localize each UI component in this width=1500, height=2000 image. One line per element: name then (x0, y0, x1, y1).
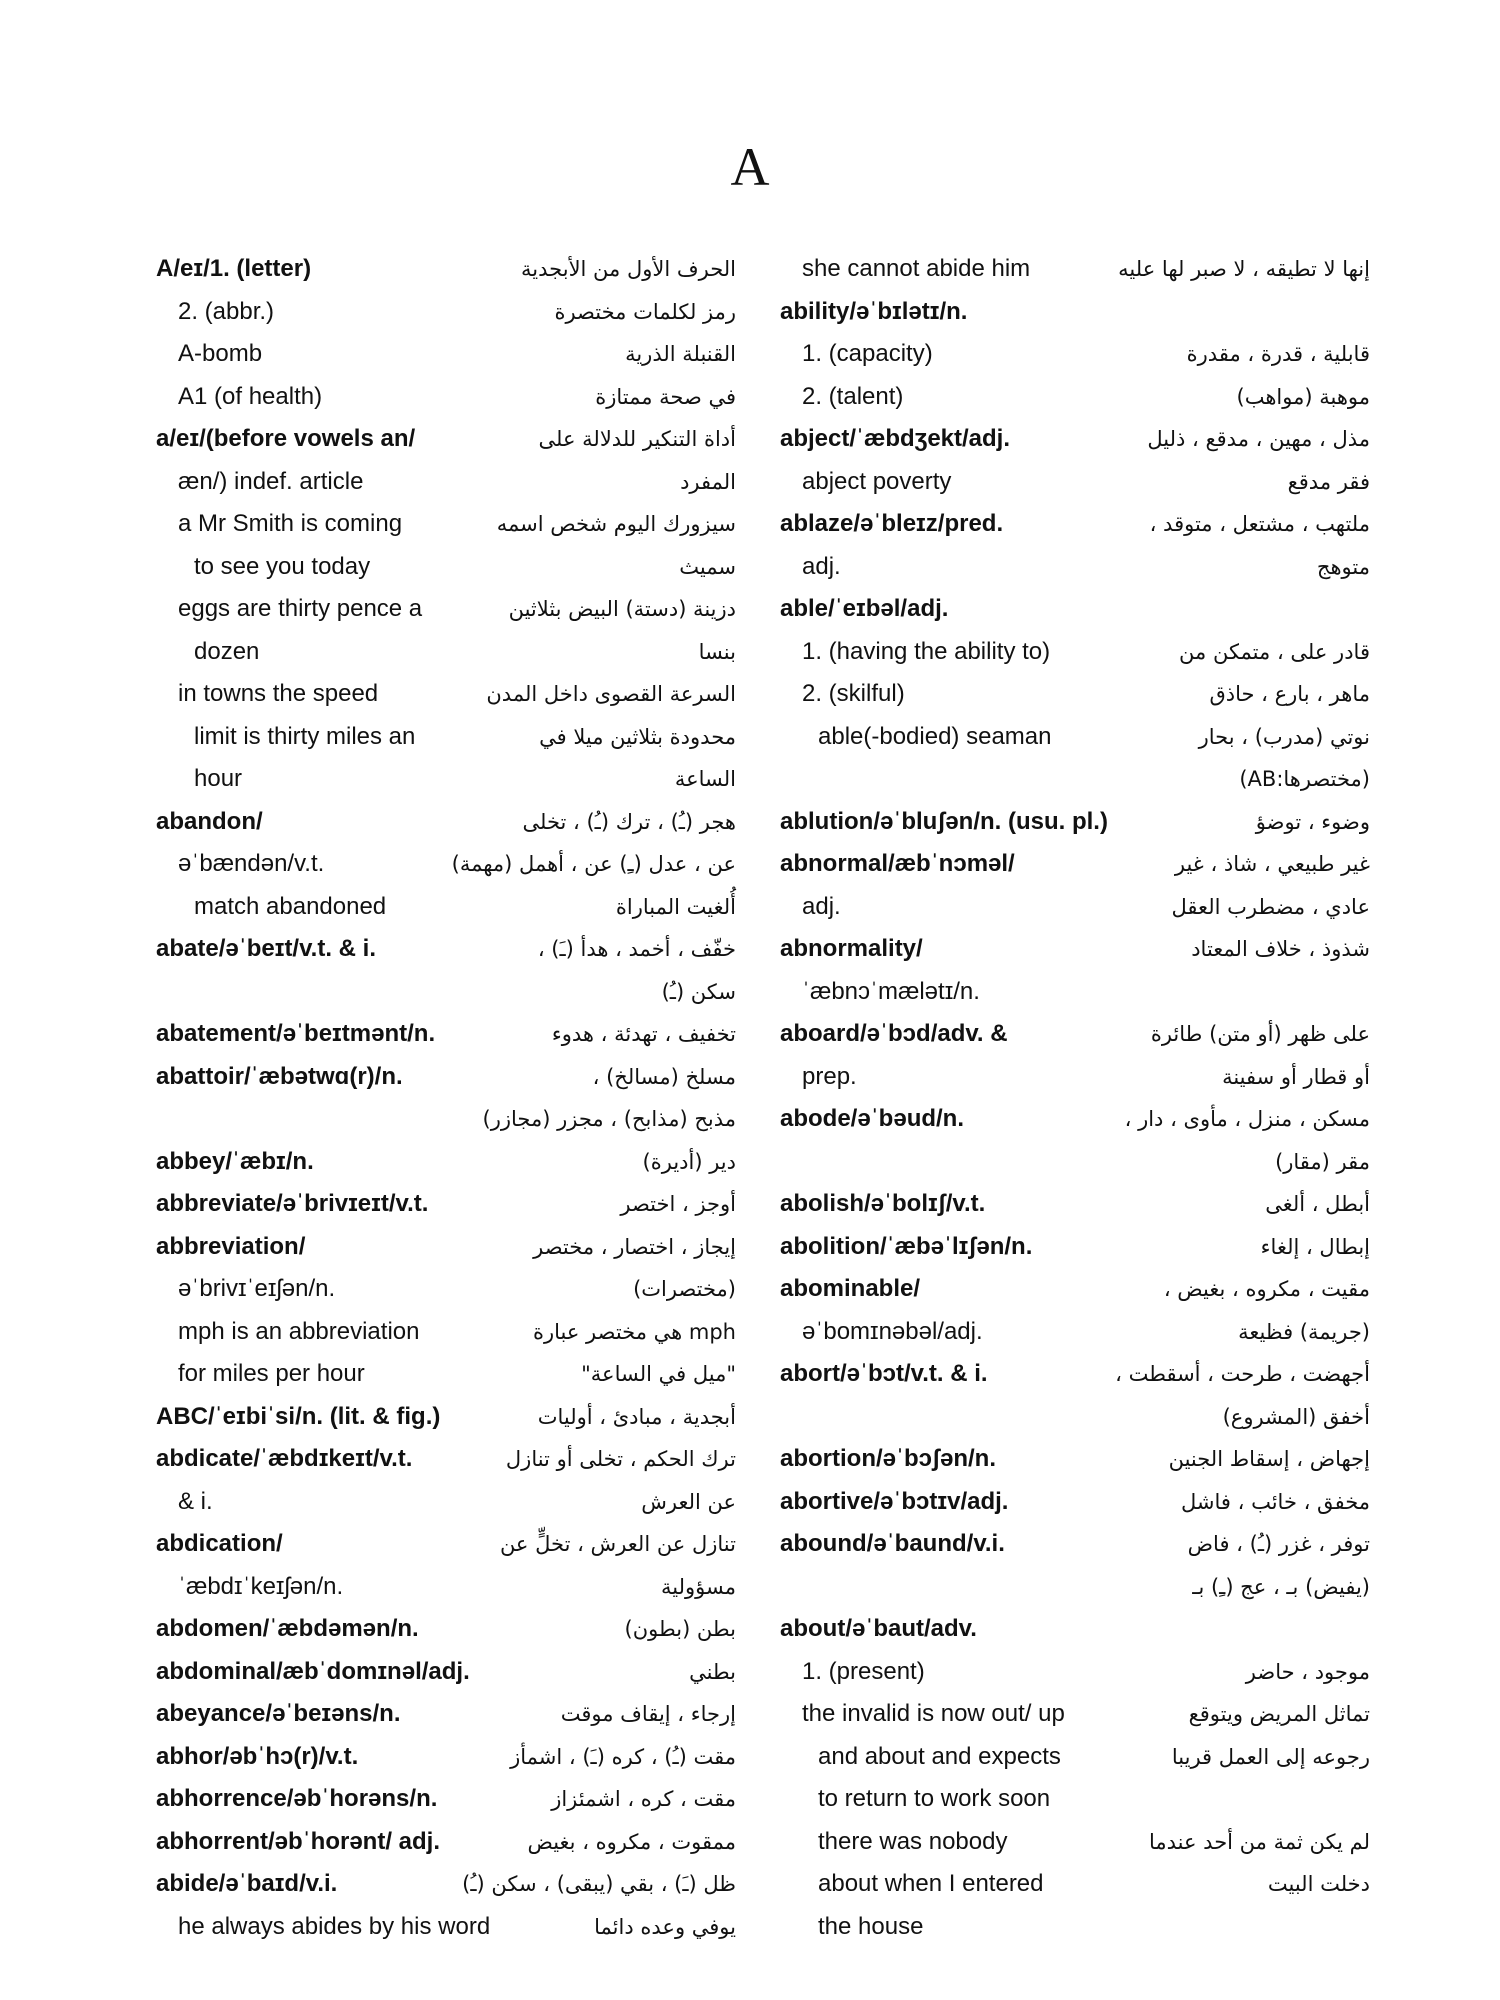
arabic-translation: إرجاء ، إيقاف موقت (560, 1702, 736, 1726)
english-text: prep. (802, 1062, 857, 1090)
headword: abject/ˈæbdʒekt/adj. (780, 425, 1011, 452)
arabic-translation: هجر (ـُ) ، ترك (ـُ) ، تخلى (522, 809, 736, 834)
entry-line (156, 631, 736, 674)
arabic-translation: ترك الحكم ، تخلى أو تنازل (505, 1447, 736, 1471)
entry-line (780, 461, 1370, 504)
entry-line (156, 1013, 736, 1056)
arabic-translation: عن ، عدل (ـِ) عن ، أهمل (مهمة) (451, 852, 736, 876)
arabic-translation: عن العرش (641, 1489, 736, 1514)
entry-line (780, 673, 1370, 716)
arabic-translation: المفرد (680, 469, 736, 494)
arabic-translation: مسكن ، منزل ، مأوى ، دار ، (1124, 1107, 1370, 1131)
arabic-translation: تماثل المريض ويتوقع (1188, 1702, 1370, 1726)
arabic-translation: "ميل في الساعة" (581, 1362, 736, 1386)
arabic-translation: دزينة (دستة) البيض بثلاثين (508, 597, 736, 621)
entry-line (780, 1778, 1370, 1821)
entry-line (780, 1268, 1370, 1311)
entry-line (156, 971, 736, 1014)
entry-line (156, 1693, 736, 1736)
entry-line (780, 631, 1370, 674)
headword: abolition/ˈæbəˈlɪʃən/n. (780, 1232, 1033, 1260)
arabic-translation: دير (أديرة) (642, 1149, 736, 1174)
entry-line (156, 758, 736, 801)
arabic-translation: mph هي مختصر عبارة (532, 1319, 736, 1344)
entry-line (156, 673, 736, 716)
arabic-translation: تنازل عن العرش ، تخلٍّ عن (499, 1532, 736, 1556)
entry-line (156, 716, 736, 759)
entry-line (780, 546, 1370, 589)
entry-line (780, 376, 1370, 419)
arabic-translation: سكن (ـُ) (661, 979, 736, 1004)
headword: aboard/əˈbɔd/adv. & (780, 1020, 1008, 1047)
headword: ability/əˈbɪlətɪ/n. (780, 297, 968, 325)
arabic-translation: (مختصرات) (633, 1277, 736, 1301)
entry-line (780, 291, 1370, 334)
arabic-translation: رجوعه إلى العمل قريبا (1171, 1744, 1370, 1769)
entry-line (780, 886, 1370, 929)
entry-line (780, 503, 1370, 546)
arabic-translation: بطن (بطون) (624, 1617, 736, 1641)
arabic-translation: بطني (689, 1659, 736, 1684)
arabic-translation: أخفق (المشروع) (1222, 1404, 1370, 1429)
headword: abeyance/əˈbeɪəns/n. (156, 1700, 401, 1727)
entry-line (156, 1778, 736, 1821)
arabic-translation: (جريمة) فظيعة (1238, 1319, 1370, 1344)
arabic-translation: تخفيف ، تهدئة ، هدوء (551, 1022, 736, 1046)
headword: A/eɪ/1. (letter) (156, 255, 312, 282)
entry-line (156, 1736, 736, 1779)
english-text: 2. (abbr.) (178, 297, 275, 325)
headword: abide/əˈbaɪd/v.i. (156, 1870, 338, 1897)
entry-line (780, 588, 1370, 631)
english-text: 2. (talent) (802, 382, 904, 410)
entry-line (156, 248, 736, 291)
headword: abortion/əˈbɔʃən/n. (780, 1445, 996, 1472)
entry-line (780, 1523, 1370, 1566)
arabic-translation: أوجز ، اختصر (620, 1192, 736, 1216)
entry-line (156, 1651, 736, 1694)
section-letter: A (730, 137, 770, 197)
english-text: the house (818, 1912, 924, 1940)
entry-line (156, 1226, 736, 1269)
arabic-translation: قادر على ، متمكن من (1179, 639, 1370, 664)
arabic-translation: دخلت البيت (1267, 1872, 1370, 1896)
entry-line (780, 1056, 1370, 1099)
entry-line (780, 1226, 1370, 1269)
entry-line (156, 1821, 736, 1864)
headword: a/eɪ/(before vowels an/ (156, 425, 416, 452)
entry-line (780, 1311, 1370, 1354)
arabic-translation: مذبح (مذابح) ، مجزر (مجازر) (482, 1107, 736, 1131)
arabic-translation: توفر ، غزر (ـُ) ، فاض (1187, 1532, 1370, 1556)
english-text: for miles per hour (178, 1360, 365, 1387)
arabic-translation: أو قطار أو سفينة (1222, 1064, 1370, 1089)
headword: abnormal/æbˈnɔməl/ (780, 850, 1015, 877)
arabic-translation: إجهاض ، إسقاط الجنين (1168, 1447, 1370, 1471)
headword: abdication/ (156, 1530, 283, 1557)
entry-line (780, 1396, 1370, 1439)
arabic-translation: بنسا (698, 639, 736, 664)
entry-line (156, 843, 736, 886)
english-text: she cannot abide him (802, 255, 1031, 282)
entry-line (780, 418, 1370, 461)
english-text: match abandoned (194, 892, 387, 920)
entry-line (156, 1268, 736, 1311)
arabic-translation: محدودة بثلاثين ميلا في (539, 724, 736, 749)
english-text: A-bomb (178, 340, 263, 367)
headword: abhorrent/əbˈhorənt/ adj. (156, 1827, 441, 1855)
entry-line (156, 1098, 736, 1141)
english-text: he always abides by his word (178, 1912, 491, 1940)
arabic-translation: مقت ، كره ، اشمئزاز (551, 1787, 736, 1811)
english-text: the invalid is now out/ up (802, 1700, 1065, 1727)
arabic-translation: غير طبيعي ، شاذ ، غير (1174, 852, 1370, 876)
entry-line (780, 1821, 1370, 1864)
arabic-translation: في صحة ممتازة (595, 384, 736, 409)
english-text: & i. (178, 1487, 213, 1515)
arabic-translation: أُلغيت المباراة (615, 894, 736, 919)
arabic-translation: إنها لا تطيقه ، لا صبر لها عليه (1118, 257, 1370, 281)
arabic-translation: مذل ، مهين ، مدقع ، ذليل (1147, 427, 1370, 451)
headword: about/əˈbaut/adv. (780, 1615, 977, 1642)
english-text: əˈbændən/v.t. (178, 850, 325, 877)
arabic-translation: مقر (مقار) (1275, 1149, 1370, 1174)
headword: abbreviation/ (156, 1232, 306, 1260)
entry-line (780, 1438, 1370, 1481)
arabic-translation: يوفي وعده دائما (594, 1914, 736, 1939)
entry-line (780, 333, 1370, 376)
english-text: able(-bodied) seaman (818, 722, 1052, 750)
arabic-translation: شذوذ ، خلاف المعتاد (1191, 937, 1370, 961)
entry-line (156, 1438, 736, 1481)
arabic-translation: الحرف الأول من الأبجدية (521, 257, 736, 281)
arabic-translation: ظل (ـَ) ، بقي (يبقى) ، سكن (ـُ) (462, 1872, 736, 1896)
entry-line (156, 1863, 736, 1906)
arabic-translation: مخفق ، خائب ، فاشل (1181, 1489, 1370, 1514)
english-text: eggs are thirty pence a (178, 595, 423, 622)
entry-line (156, 376, 736, 419)
entry-line (156, 291, 736, 334)
entry-line (156, 546, 736, 589)
entry-line (156, 1906, 736, 1949)
arabic-translation: (مختصرها:AB) (1239, 767, 1370, 791)
arabic-translation: مقت (ـُ) ، كره (ـَ) ، اشمأز (510, 1744, 736, 1769)
english-text: hour (194, 765, 243, 792)
arabic-translation: وضوء ، توضؤ (1255, 809, 1370, 834)
english-text: ˈæbnɔˈmælətɪ/n. (802, 977, 980, 1005)
entry-line (156, 1481, 736, 1524)
english-text: ˈæbdɪˈkeɪʃən/n. (178, 1572, 344, 1600)
headword: abate/əˈbeɪt/v.t. & i. (156, 935, 376, 962)
right-column (780, 248, 1370, 1958)
entry-line (780, 1736, 1370, 1779)
arabic-translation: إيجاز ، اختصار ، مختصر (533, 1234, 736, 1259)
headword: ablaze/əˈbleɪz/pred. (780, 510, 1004, 537)
arabic-translation: رمز لكلمات مختصرة (554, 299, 736, 324)
entry-line (156, 886, 736, 929)
entry-line (780, 1183, 1370, 1226)
english-text: dozen (194, 637, 260, 665)
entry-line (156, 1566, 736, 1609)
entry-line (780, 1566, 1370, 1609)
headword: abdomen/ˈæbdəmən/n. (156, 1615, 419, 1642)
english-text: adj. (802, 892, 841, 920)
entry-line (156, 1311, 736, 1354)
left-column (156, 248, 736, 1958)
arabic-translation: قابلية ، قدرة ، مقدرة (1186, 342, 1370, 366)
entry-line (156, 801, 736, 844)
entry-line (156, 1056, 736, 1099)
english-text: 1. (present) (802, 1657, 925, 1685)
entry-line (156, 503, 736, 546)
headword: abnormality/ (780, 935, 923, 962)
entry-line (780, 843, 1370, 886)
headword: abattoir/ˈæbətwɑ(r)/n. (156, 1062, 403, 1090)
english-text: limit is thirty miles an (194, 722, 416, 750)
english-text: A1 (of health) (178, 382, 323, 410)
arabic-translation: الساعة (674, 767, 736, 791)
arabic-translation: موهبة (مواهب) (1236, 384, 1370, 409)
headword: abbreviate/əˈbrivɪeɪt/v.t. (156, 1190, 429, 1217)
entry-line (780, 928, 1370, 971)
english-text: to see you today (194, 552, 371, 580)
entry-line (156, 1396, 736, 1439)
english-text: abject poverty (802, 467, 952, 495)
arabic-translation: ممقوت ، مكروه ، بغيض (527, 1829, 736, 1854)
entry-line (780, 1693, 1370, 1736)
english-text: in towns the speed (178, 680, 379, 707)
english-text: adj. (802, 552, 841, 580)
entry-line (780, 248, 1370, 291)
arabic-translation: على ظهر (أو متن) طائرة (1150, 1022, 1370, 1046)
english-text: 2. (skilful) (802, 680, 905, 707)
entry-line (780, 1906, 1370, 1949)
entry-line (780, 971, 1370, 1014)
arabic-translation: أجهضت ، طرحت ، أسقطت ، (1115, 1362, 1370, 1386)
headword: abortive/əˈbɔtɪv/adj. (780, 1487, 1009, 1515)
entry-line (156, 588, 736, 631)
entry-line (780, 1098, 1370, 1141)
entry-line (780, 801, 1370, 844)
entry-line (156, 1353, 736, 1396)
english-text: 1. (capacity) (802, 340, 933, 367)
english-text: there was nobody (818, 1827, 1008, 1855)
arabic-translation: أبطل ، ألغى (1265, 1192, 1370, 1216)
english-text: æn/) indef. article (178, 467, 364, 495)
arabic-translation: القنبلة الذرية (625, 342, 736, 366)
arabic-translation: خفّف ، أخمد ، هدأ (ـَ) ، (537, 937, 736, 961)
arabic-translation: متوهج (1316, 554, 1370, 579)
arabic-translation: سميث (679, 554, 736, 579)
entry-line (780, 1651, 1370, 1694)
arabic-translation: لم يكن ثمة من أحد عندما (1148, 1829, 1370, 1854)
entry-line (780, 1481, 1370, 1524)
entry-line (780, 1013, 1370, 1056)
entry-line (156, 333, 736, 376)
arabic-translation: مسلخ (مسالخ) ، (592, 1064, 736, 1089)
headword: abandon/ (156, 807, 263, 835)
arabic-translation: عادي ، مضطرب العقل (1171, 894, 1370, 919)
arabic-translation: موجود ، حاضر (1245, 1659, 1370, 1684)
arabic-translation: إبطال ، إلغاء (1260, 1234, 1370, 1259)
english-text: 1. (having the ability to) (802, 637, 1051, 665)
english-text: mph is an abbreviation (178, 1317, 420, 1345)
headword: abdicate/ˈæbdɪkeɪt/v.t. (156, 1445, 413, 1472)
headword: able/ˈeɪbəl/adj. (780, 595, 949, 622)
english-text: əˈbrivɪˈeɪʃən/n. (178, 1275, 336, 1302)
headword: abatement/əˈbeɪtmənt/n. (156, 1020, 436, 1047)
headword: abbey/ˈæbɪ/n. (156, 1147, 314, 1175)
english-text: to return to work soon (818, 1785, 1051, 1812)
entry-line (780, 1141, 1370, 1184)
arabic-translation: ملتهب ، مشتعل ، متوقد ، (1149, 512, 1370, 536)
headword: ablution/əˈbluʃən/n. (usu. pl.) (780, 807, 1108, 835)
entry-line (156, 1183, 736, 1226)
headword: abhor/əbˈhɔ(r)/v.t. (156, 1742, 359, 1770)
entry-line (780, 1608, 1370, 1651)
arabic-translation: ماهر ، بارع ، حاذق (1209, 682, 1370, 706)
entry-line (780, 1863, 1370, 1906)
headword: abhorrence/əbˈhorəns/n. (156, 1785, 438, 1812)
english-text: about when I entered (818, 1870, 1044, 1897)
entry-line (780, 1353, 1370, 1396)
english-text: a Mr Smith is coming (178, 510, 403, 537)
english-text: əˈbomɪnəbəl/adj. (802, 1317, 983, 1345)
entry-line (780, 716, 1370, 759)
headword: abominable/ (780, 1275, 921, 1302)
headword: ABC/ˈeɪbiˈsi/n. (lit. & fig.) (156, 1402, 441, 1430)
entry-line (156, 1608, 736, 1651)
entry-line (156, 928, 736, 971)
entry-line (156, 461, 736, 504)
arabic-translation: أبجدية ، مبادئ ، أوليات (537, 1404, 736, 1429)
entry-line (156, 1523, 736, 1566)
headword: abort/əˈbɔt/v.t. & i. (780, 1360, 988, 1387)
arabic-translation: (يفيض) بـ ، عج (ـِ) بـ (1192, 1574, 1370, 1599)
arabic-translation: مقيت ، مكروه ، بغيض ، (1163, 1277, 1370, 1301)
arabic-translation: نوتي (مدرب) ، بحار (1198, 724, 1370, 749)
headword: abound/əˈbaund/v.i. (780, 1530, 1005, 1557)
arabic-translation: سيزورك اليوم شخص اسمه (496, 512, 736, 536)
headword: abode/əˈbəud/n. (780, 1105, 965, 1132)
headword: abolish/əˈbolɪʃ/v.t. (780, 1190, 986, 1217)
entry-line (780, 758, 1370, 801)
headword: abdominal/æbˈdomɪnəl/adj. (156, 1657, 470, 1685)
arabic-translation: فقر مدقع (1287, 469, 1370, 494)
arabic-translation: أداة التنكير للدلالة على (538, 427, 736, 451)
arabic-translation: مسؤولية (661, 1574, 736, 1599)
arabic-translation: السرعة القصوى داخل المدن (486, 682, 736, 706)
english-text: and about and expects (818, 1742, 1061, 1770)
entry-line (156, 1141, 736, 1184)
entry-line (156, 418, 736, 461)
